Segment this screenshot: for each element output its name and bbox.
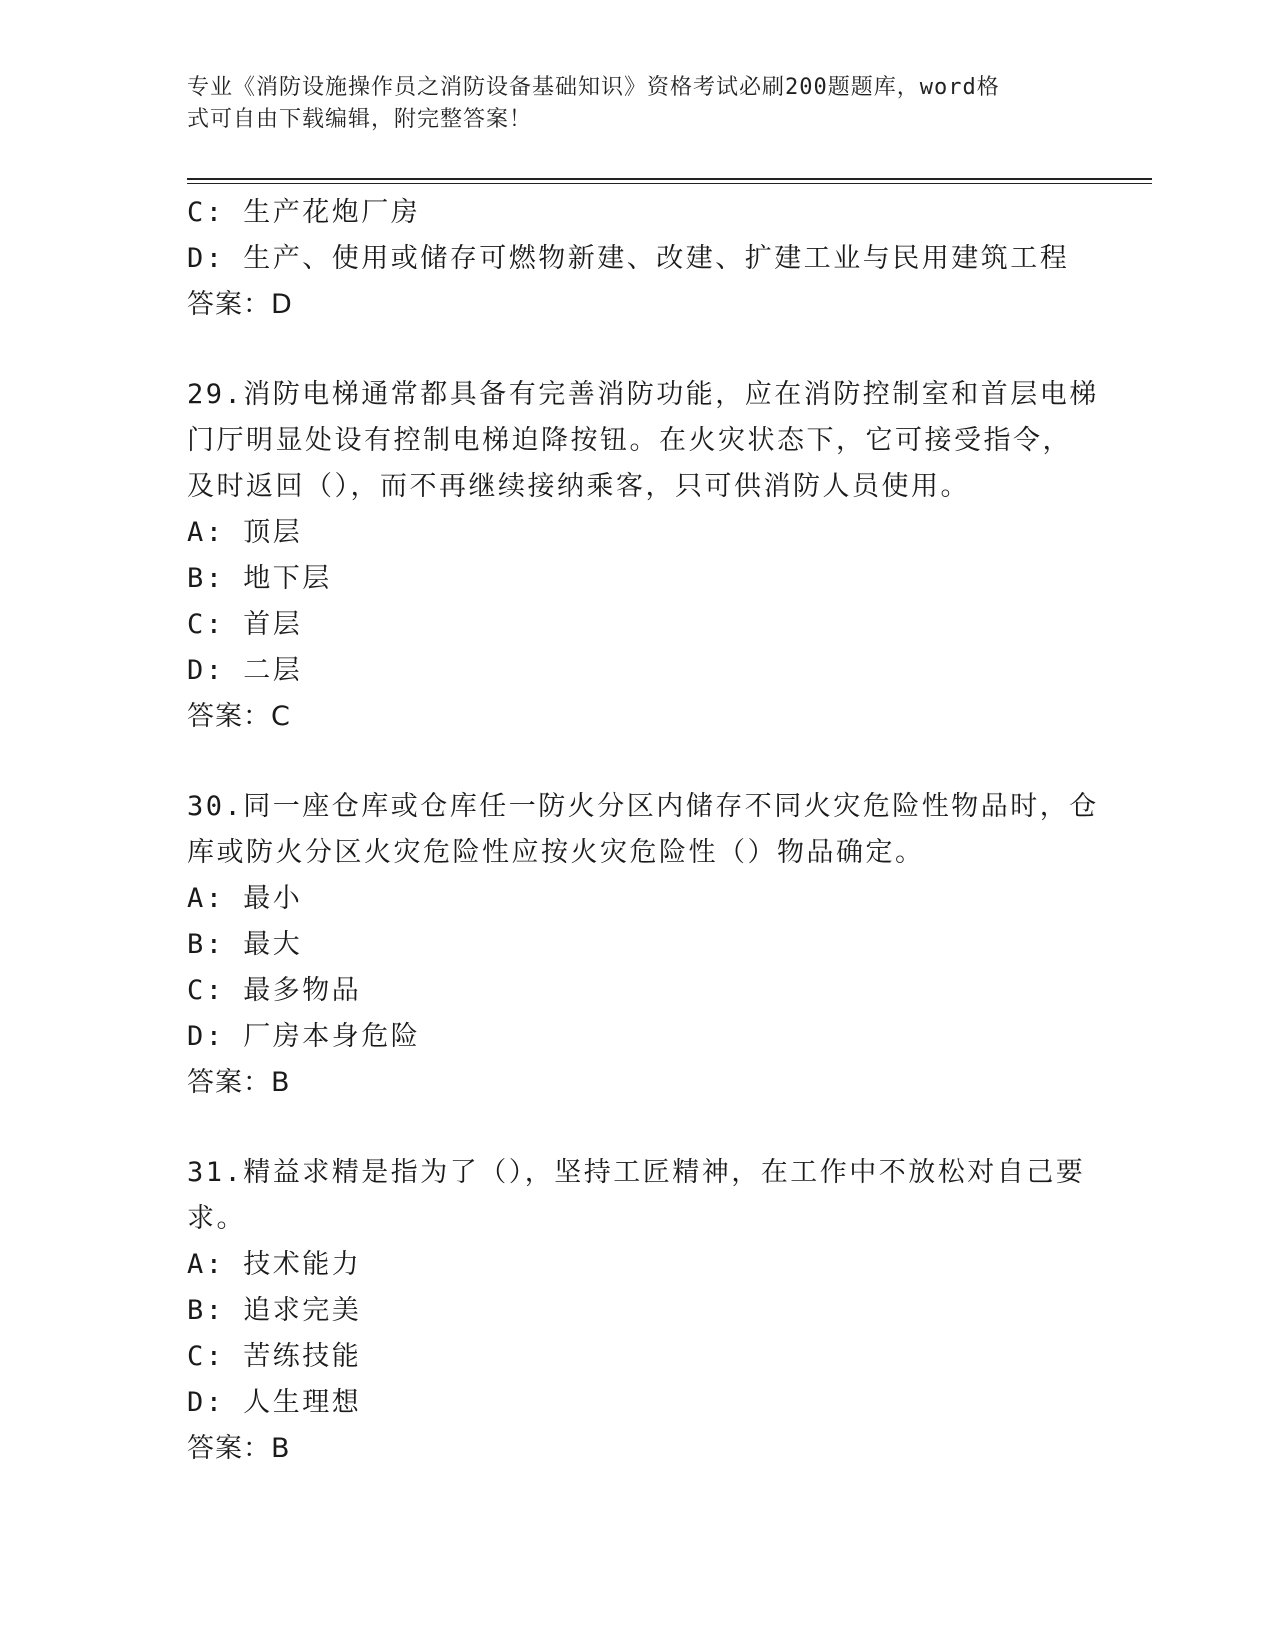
- answer-line: 答案：B: [187, 1433, 291, 1464]
- option-c: C: 生产花炮厂房: [187, 197, 421, 228]
- option-d: D: 生产、使用或储存可燃物新建、改建、扩建工业与民用建筑工程: [187, 243, 1070, 274]
- question-block-31: [187, 1150, 1087, 1472]
- question-text-line: 及时返回（），而不再继续接纳乘客，只可供消防人员使用。: [187, 471, 970, 502]
- option-d: D: 人生理想: [187, 1387, 362, 1418]
- header-line-2: 式可自由下载编辑，附完整答案！: [187, 107, 533, 132]
- question-block-29: [187, 372, 1099, 740]
- option-a: A: 顶层: [187, 517, 303, 548]
- option-a: A: 技术能力: [187, 1249, 362, 1280]
- question-text-line: 31.精益求精是指为了（），坚持工匠精神，在工作中不放松对自己要: [187, 1157, 1086, 1188]
- option-c: C: 首层: [187, 609, 303, 640]
- question-text-line: 库或防火分区火灾危险性应按火灾危险性（）物品确定。: [187, 837, 925, 868]
- page-header: [187, 72, 1067, 136]
- header-line-1: 专业《消防设施操作员之消防设备基础知识》资格考试必刷200题题库，word格: [187, 75, 1000, 100]
- option-d: D: 二层: [187, 655, 303, 686]
- question-content: [187, 190, 1099, 1472]
- header-divider-thin: [187, 183, 1152, 184]
- question-text-line: 求。: [187, 1203, 246, 1234]
- option-d: D: 厂房本身危险: [187, 1021, 421, 1052]
- option-b: B: 最大: [187, 929, 303, 960]
- option-a: A: 最小: [187, 883, 303, 914]
- question-text-line: 门厅明显处设有控制电梯迫降按钮。在火灾状态下，它可接受指令，: [187, 425, 1072, 456]
- option-b: B: 追求完美: [187, 1295, 362, 1326]
- option-c: C: 苦练技能: [187, 1341, 362, 1372]
- header-divider-thick: [187, 178, 1152, 180]
- answer-line: 答案：D: [187, 289, 293, 320]
- question-text-line: 29.消防电梯通常都具备有完善消防功能，应在消防控制室和首层电梯: [187, 379, 1099, 410]
- question-block-prev: [187, 190, 1087, 328]
- option-b: B: 地下层: [187, 563, 332, 594]
- question-text-line: 30.同一座仓库或仓库任一防火分区内储存不同火灾危险性物品时，仓: [187, 791, 1099, 822]
- option-c: C: 最多物品: [187, 975, 362, 1006]
- question-block-30: [187, 784, 1099, 1106]
- answer-line: 答案：B: [187, 1067, 291, 1098]
- answer-line: 答案：C: [187, 701, 291, 732]
